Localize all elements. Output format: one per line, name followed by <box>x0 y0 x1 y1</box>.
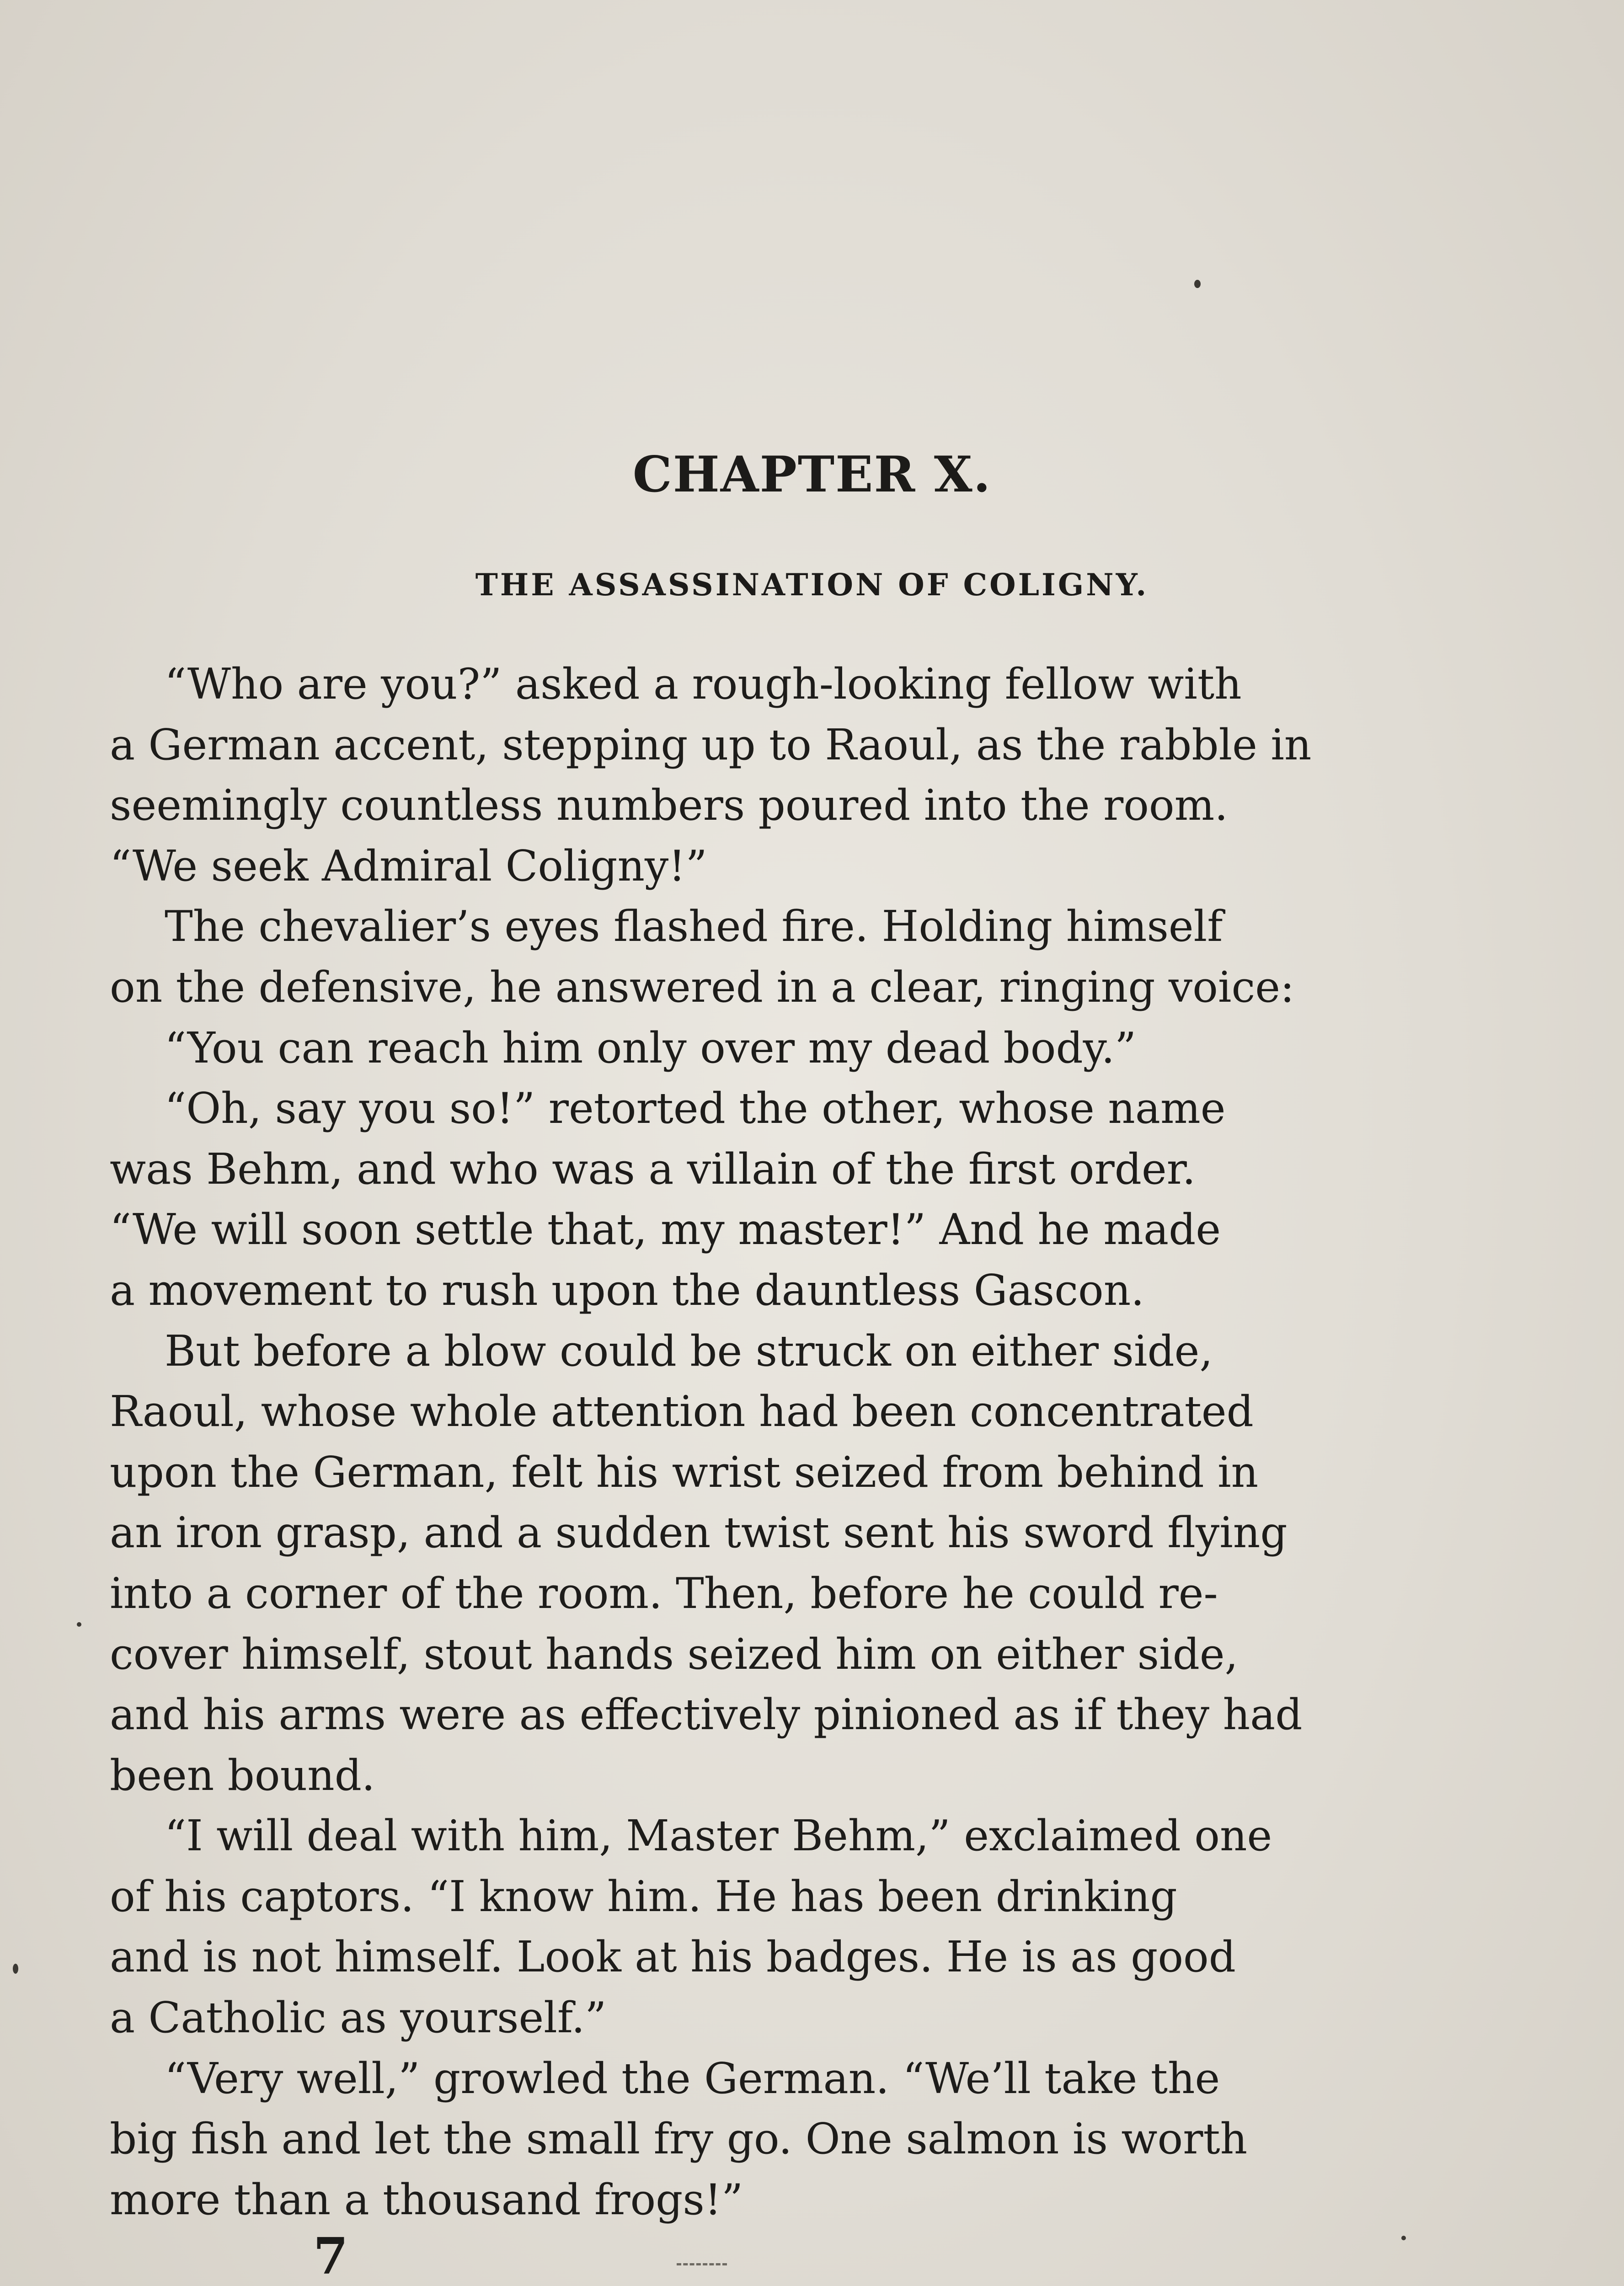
paragraph: “Who are you?” asked a rough-looking fellow with a German accent, stepping up to Raoul, as the rabble in seemingly countless numbers poured into the room. “We seek Admiral Coligny!” <box>110 659 1312 891</box>
paragraph: The chevalier’s eyes flashed fire. Holding himself on the defensive, he answered in a clear, ringing voice: <box>110 902 1295 1012</box>
signature-mark: 7 <box>313 2227 348 2286</box>
paragraph: But before a blow could be struck on either side, Raoul, whose whole attention had been concentrated upon the German, felt his wrist seized from behind in an iron grasp, and a sudden twist sent his sword flying into a corner of the room. Then, before he could re- cover himself, stout hands seized him on either side, and his arms were as effectively pinioned as if they had been bound. <box>110 1326 1303 1800</box>
chapter-title: CHAPTER X. <box>632 446 992 503</box>
paper-speck <box>1401 2236 1406 2240</box>
paper-speck <box>13 1964 18 1974</box>
paper-speck <box>77 1622 81 1627</box>
paragraph: “You can reach him only over my dead body.” <box>165 1023 1137 1073</box>
paragraph: “Oh, say you so!” retorted the other, whose name was Behm, and who was a villain of the first order. “We will soon settle that, my master!” And he made a movement to rush upon the dauntless Gascon. <box>110 1084 1226 1315</box>
paragraph: “Very well,” growled the German. “We’ll take the big fish and let the small fry go. One salmon is worth more than a thousand frogs!” <box>110 2053 1248 2224</box>
body-text <box>110 654 1390 2230</box>
chapter-subtitle: THE ASSASSINATION OF COLIGNY. <box>475 567 1149 603</box>
print-dash <box>677 2263 727 2268</box>
paragraph: “I will deal with him, Master Behm,” exclaimed one of his captors. “I know him. He has been drinking and is not himself. Look at his badges. He is as good a Catholic as yourself.” <box>110 1811 1272 2043</box>
paper-speck <box>1194 280 1201 288</box>
